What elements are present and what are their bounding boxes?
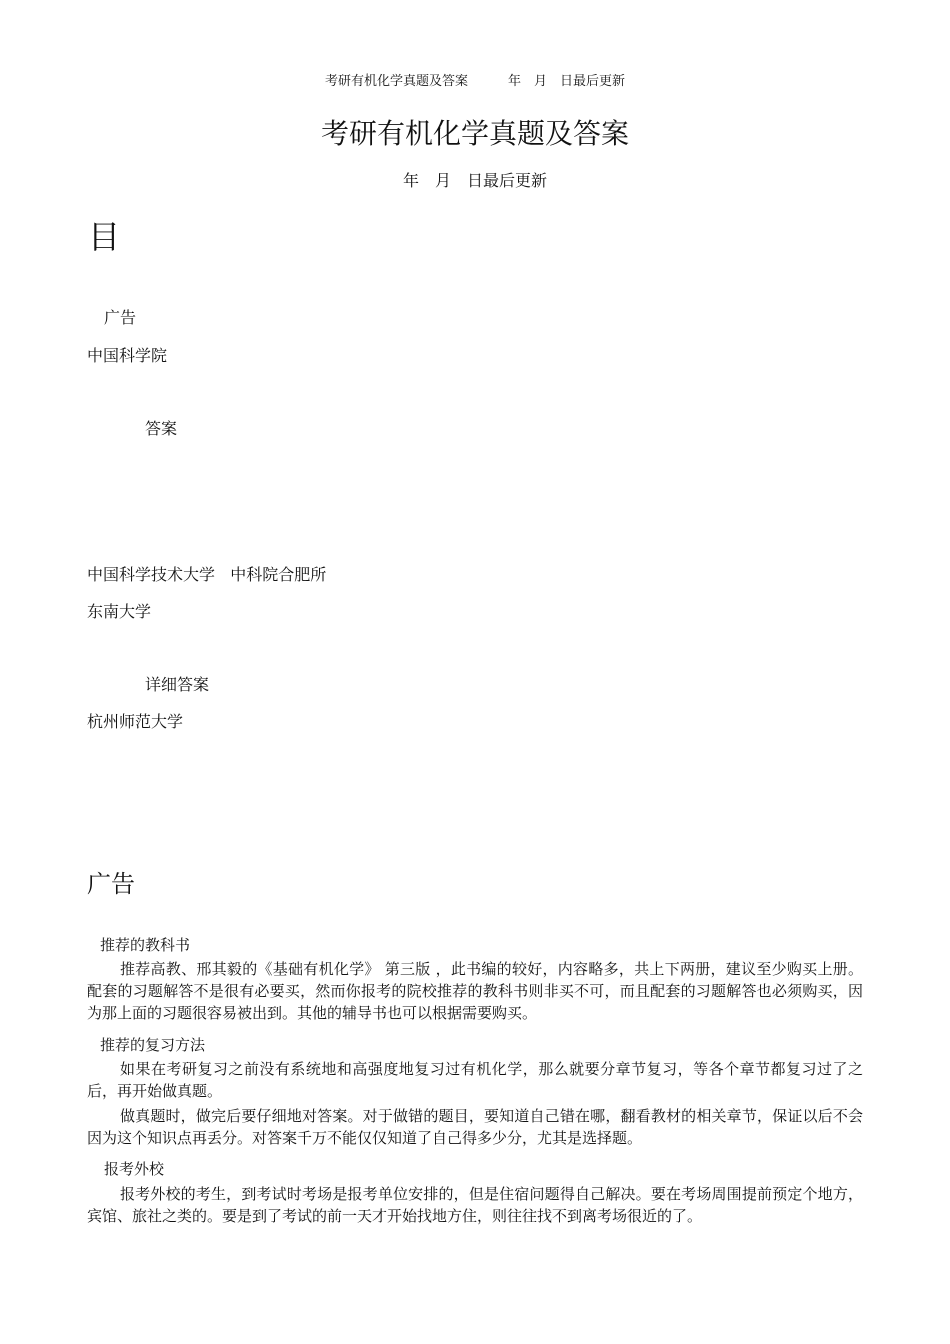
ad-section-heading: 广告 xyxy=(87,870,135,898)
method-paragraph-1: 如果在考研复习之前没有系统地和高强度地复习过有机化学，那么就要分章节复习，等各个章节都复习过了之后，再开始做真题。 xyxy=(87,1060,863,1100)
toc-link-hefei[interactable]: 中科院合肥所 xyxy=(230,565,327,584)
document-date: 年 月 日最后更新 xyxy=(402,171,547,190)
toc-item-ad[interactable]: 广告 xyxy=(104,308,137,327)
toc-item-seu-answer[interactable]: 详细答案 xyxy=(145,675,210,694)
toc-item-hznu[interactable]: 杭州师范大学 xyxy=(87,712,184,731)
running-header-title: 考研有机化学真题及答案 xyxy=(324,74,468,89)
toc-heading: 目 xyxy=(88,218,121,256)
method-heading: 推荐的复习方法 xyxy=(100,1036,206,1054)
outside-school-paragraph: 报考外校的考生，到考试时考场是报考单位安排的，但是住宿问题得自己解决。要在考场周围提前预定个地方，宾馆、旅社之类的。要是到了考试的前一天才开始找地方住，则往往找不到离考场很近的了。 xyxy=(87,1185,863,1225)
document-title: 考研有机化学真题及答案 xyxy=(320,117,629,150)
toc-item-cas-answer[interactable]: 答案 xyxy=(145,419,178,438)
running-header-date: 年 月 日最后更新 xyxy=(508,74,626,89)
toc-item-ustc xyxy=(87,562,326,585)
textbook-heading: 推荐的教科书 xyxy=(100,936,191,954)
toc-item-cas[interactable]: 中国科学院 xyxy=(87,346,168,365)
toc-link-ustc[interactable]: 中国科学技术大学 xyxy=(87,565,216,584)
outside-school-heading: 报考外校 xyxy=(104,1160,165,1178)
toc-item-seu[interactable]: 东南大学 xyxy=(87,602,152,621)
textbook-paragraph: 推荐高教、邢其毅的《基础有机化学》 第三版 ，此书编的较好，内容略多，共上下两册，建议至少购买上册。配套的习题解答不是很有必要买，然而你报考的院校推荐的教科书则非买不可，而且配套的习题解答也必须购买，因为那上面的习题很容易被出到。其他的辅导书也可以根据需要购买。 xyxy=(87,960,863,1022)
running-header xyxy=(0,70,950,89)
method-paragraph-2: 做真题时，做完后要仔细地对答案。对于做错的题目，要知道自己错在哪，翻看教材的相关章节，保证以后不会因为这个知识点再丢分。对答案千万不能仅仅知道了自己得多少分，尤其是选择题。 xyxy=(87,1107,863,1147)
